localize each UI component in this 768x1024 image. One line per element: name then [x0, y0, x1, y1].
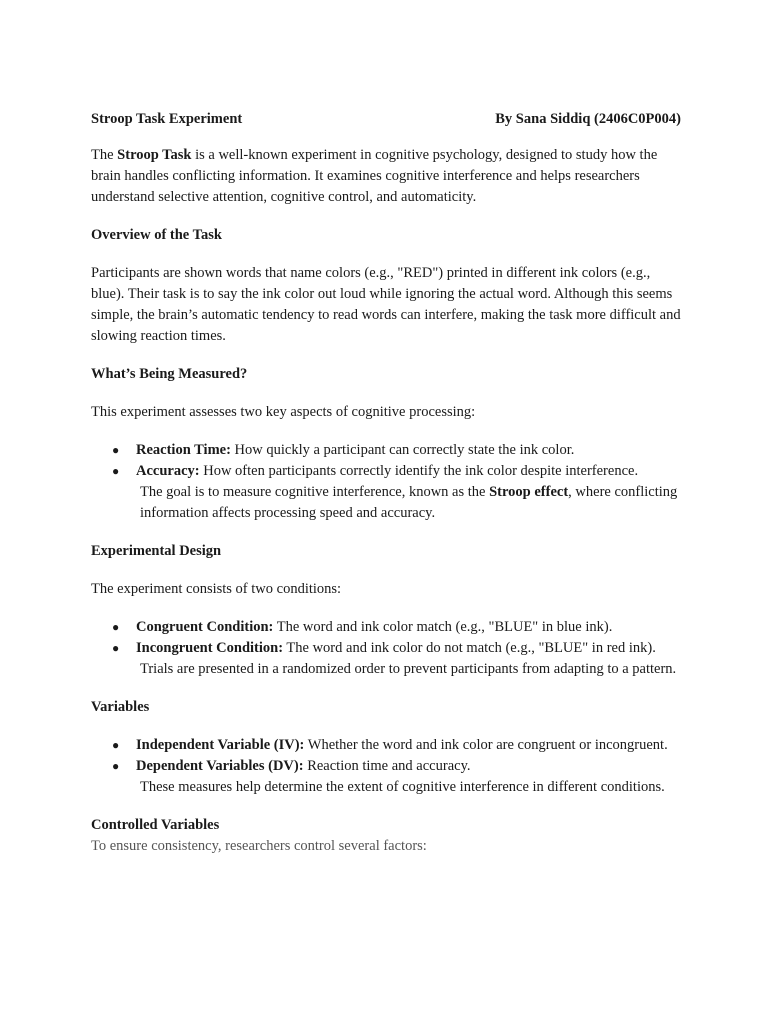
list-continuation: These measures help determine the extent of cognitive interference in different conditions. — [140, 779, 665, 795]
design-list — [91, 617, 681, 680]
list-item: ● Reaction Time: How quickly a participant can correctly state the ink color. — [91, 440, 681, 461]
list-continuation: Trials are presented in a randomized order to prevent participants from adapting to a pattern. — [140, 661, 677, 677]
overview-paragraph: Participants are shown words that name colors (e.g., "RED") printed in different ink colors (e.g., blue). Their task is to say the ink color out loud while ignoring the actual word. Although this seems simple, the brain’s automatic tendency to read words can interfere, making the task more difficult and slowing reaction times. — [91, 265, 681, 344]
bullet-icon: ● — [112, 738, 120, 752]
bullet-icon: ● — [112, 443, 120, 457]
overview-heading: Overview of the Task — [91, 227, 222, 243]
bullet-icon: ● — [112, 759, 120, 773]
bullet-icon: ● — [112, 464, 120, 478]
variables-list — [91, 735, 681, 798]
bullet-icon: ● — [112, 620, 120, 634]
document-author: By Sana Siddiq (2406C0P004) — [495, 111, 681, 127]
list-item: ● Independent Variable (IV): Whether the word and ink color are congruent or incongruent. — [91, 735, 681, 756]
measured-heading: What’s Being Measured? — [91, 366, 248, 382]
document-page — [91, 110, 681, 857]
design-intro: The experiment consists of two conditions: — [91, 581, 342, 597]
list-item: ● Accuracy: How often participants correctly identify the ink color despite interference. The goal is to measure cognitive interference, known as the Stroop effect, where conflicting information affects processing speed and accuracy. — [91, 461, 681, 524]
measured-list — [91, 440, 681, 524]
intro-paragraph: The Stroop Task is a well-known experiment in cognitive psychology, designed to study how the brain handles conflicting information. It examines cognitive interference and helps researchers understand selective attention, cognitive control, and automaticity. — [91, 147, 658, 205]
list-item: ● Congruent Condition: The word and ink color match (e.g., "BLUE" in blue ink). — [91, 617, 681, 638]
list-item: ● Dependent Variables (DV): Reaction time and accuracy. These measures help determine the extent of cognitive interference in different conditions. — [91, 756, 681, 798]
controlled-paragraph: To ensure consistency, researchers control several factors: — [91, 838, 427, 854]
list-continuation: The goal is to measure cognitive interference, known as the Stroop effect, where conflicting information affects processing speed and accuracy. — [140, 484, 678, 521]
list-item: ● Incongruent Condition: The word and ink color do not match (e.g., "BLUE" in red ink). Trials are presented in a randomized order to prevent participants from adapting to a pattern. — [91, 638, 681, 680]
measured-intro: This experiment assesses two key aspects of cognitive processing: — [91, 404, 476, 420]
controlled-heading: Controlled Variables — [91, 817, 220, 833]
variables-heading: Variables — [91, 699, 150, 715]
document-header — [91, 110, 681, 128]
design-heading: Experimental Design — [91, 543, 222, 559]
bullet-icon: ● — [112, 641, 120, 655]
document-title: Stroop Task Experiment — [91, 111, 243, 127]
